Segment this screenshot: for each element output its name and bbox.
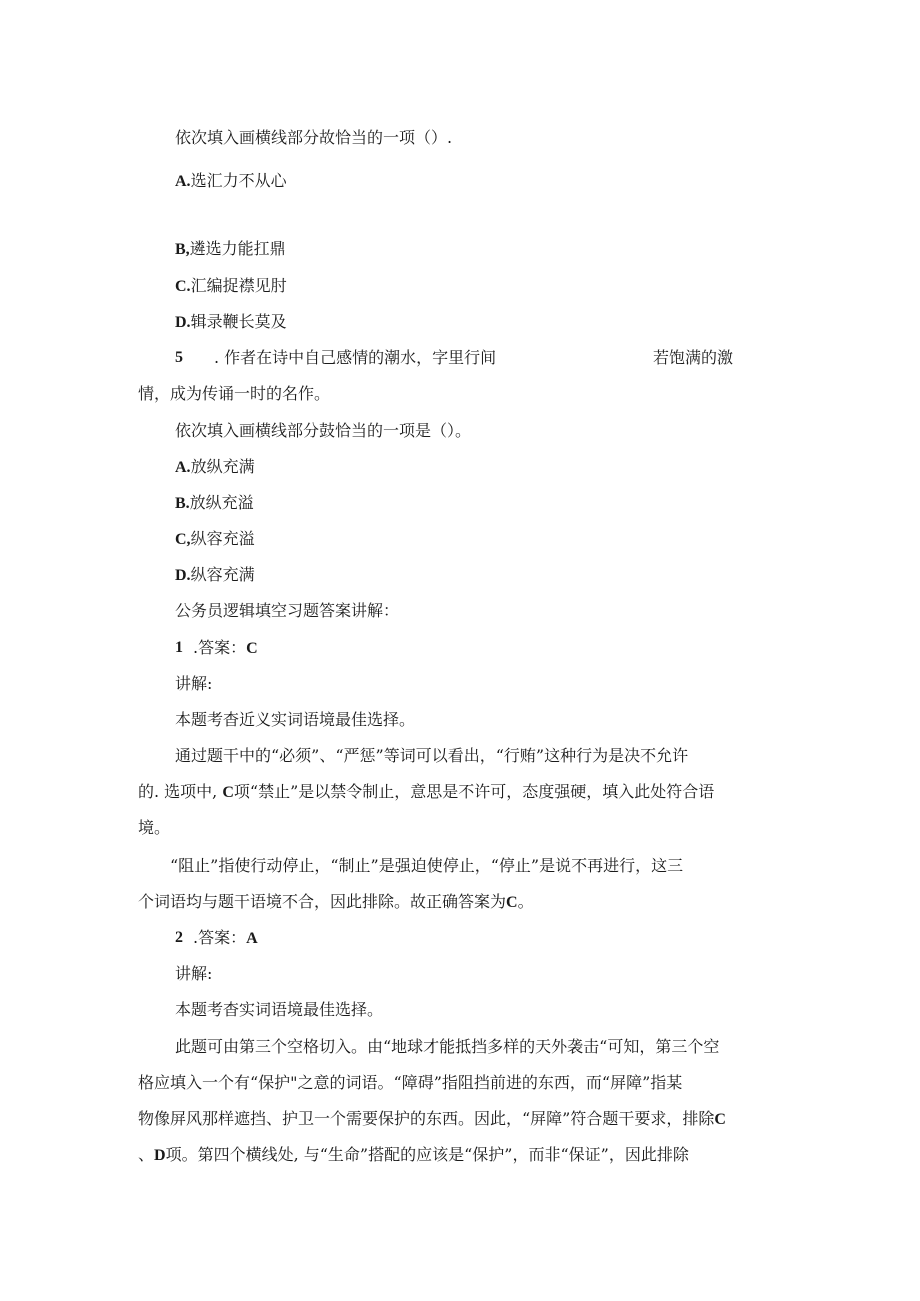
text-run: 、 <box>138 1145 155 1164</box>
text-run: 。 <box>517 892 534 911</box>
option-ref: C <box>714 1111 726 1128</box>
option-text: 辑录鞭长莫及 <box>190 312 287 331</box>
answer2-number: 2 <box>175 929 183 946</box>
option-text: 放纵充溢 <box>189 493 254 512</box>
option-letter: D. <box>175 567 191 584</box>
option-letter: A. <box>175 173 191 190</box>
q5-stem: 依次填入画横线部分鼓恰当的一项是（）。 <box>175 421 472 440</box>
option-text: 遴选力能扛鼎 <box>189 239 286 258</box>
q4-option-a <box>175 171 287 192</box>
answers-heading: 公务员逻辑填空习题答案讲解： <box>175 601 400 620</box>
answer1-para1: 本题考杳近义实词语境最佳选择。 <box>175 710 416 729</box>
q5-option-c <box>175 529 255 550</box>
answer-value: A <box>246 930 258 947</box>
text-run: 项。第四个横线处, 与“生命”搭配的应该是“保护”，而非“保证”，因此排除 <box>165 1145 689 1164</box>
answer1-number: 1 <box>175 639 183 656</box>
q4-option-d <box>175 312 287 333</box>
q5-text-part2: 若饱满的激 <box>653 348 734 367</box>
q4-option-c <box>175 276 287 297</box>
option-text: 纵容充溢 <box>190 529 255 548</box>
answer1-line <box>193 638 258 659</box>
answer2-explain-label: 讲解: <box>175 964 213 983</box>
answer2-para2-line3 <box>138 1109 726 1130</box>
answer1-para2-line3: 境。 <box>138 818 171 837</box>
option-letter: B. <box>175 495 190 512</box>
option-text: 选汇力不从心 <box>190 171 287 190</box>
answer2-line <box>193 928 258 949</box>
q5-option-b <box>175 493 254 514</box>
answer2-para2-line4 <box>138 1145 689 1166</box>
answer1-para3-line2 <box>138 892 534 913</box>
option-letter: A. <box>175 459 191 476</box>
option-text: 汇编捉襟见肘 <box>190 276 287 295</box>
answer1-explain-label: 讲解: <box>175 674 213 693</box>
option-letter: B, <box>175 241 190 258</box>
option-letter: C. <box>175 278 191 295</box>
text-run: 的. 选项中, <box>138 782 223 801</box>
answer2-para2-line1: 此题可由第三个空格切入。由“地球才能抵挡多样的天外袭击“可知，第三个空 <box>175 1037 720 1056</box>
q5-number: 5 <box>175 349 183 366</box>
option-letter: D. <box>175 314 191 331</box>
answer1-para2-line2 <box>138 782 714 803</box>
option-text: 纵容充满 <box>190 565 255 584</box>
q5-option-d <box>175 565 255 586</box>
answer-label: .答案： <box>193 928 247 947</box>
q5-text-line2: 情，成为传诵一时的名作。 <box>138 384 331 403</box>
answer2-para2-line2: 格应填入一个有“保护"之意的词语。“障碍”指阻挡前进的东西，而“屏障”指某 <box>138 1073 683 1092</box>
option-text: 放纵充满 <box>190 457 255 476</box>
option-ref: D <box>154 1147 166 1164</box>
answer2-para1: 本题考杳实词语境最佳选择。 <box>175 1000 384 1019</box>
q4-option-b <box>175 239 286 260</box>
q5-option-a <box>175 457 255 478</box>
q5-text-part1: . 作者在诗中自己感情的潮水，字里行间 <box>214 348 497 367</box>
answer-label: .答案： <box>193 638 247 657</box>
text-run: 项“禁止”是以禁令制止，意思是不许可，态度强硬，填入此处符合语 <box>233 782 715 801</box>
option-ref: C <box>506 894 518 911</box>
text-run: 物像屏风那样遮挡、护卫一个需要保护的东西。因此，“屏障”符合题干要求，排除 <box>138 1109 715 1128</box>
q4-stem: 依次填入画横线部分故恰当的一项（）. <box>175 128 453 147</box>
answer1-para3-line1: “阻止”指使行动停止，“制止”是强迫使停止，“停止”是说不再进行，这三 <box>170 856 684 875</box>
option-ref: C <box>222 784 234 801</box>
answer-value: C <box>246 640 258 657</box>
answer1-para2-line1: 通过题干中的“必须”、“严惩”等词可以看出，“行贿”这种行为是决不允许 <box>175 746 689 765</box>
text-run: 个词语均与题干语境不合，因此排除。故正确答案为 <box>138 892 507 911</box>
option-letter: C, <box>175 531 191 548</box>
